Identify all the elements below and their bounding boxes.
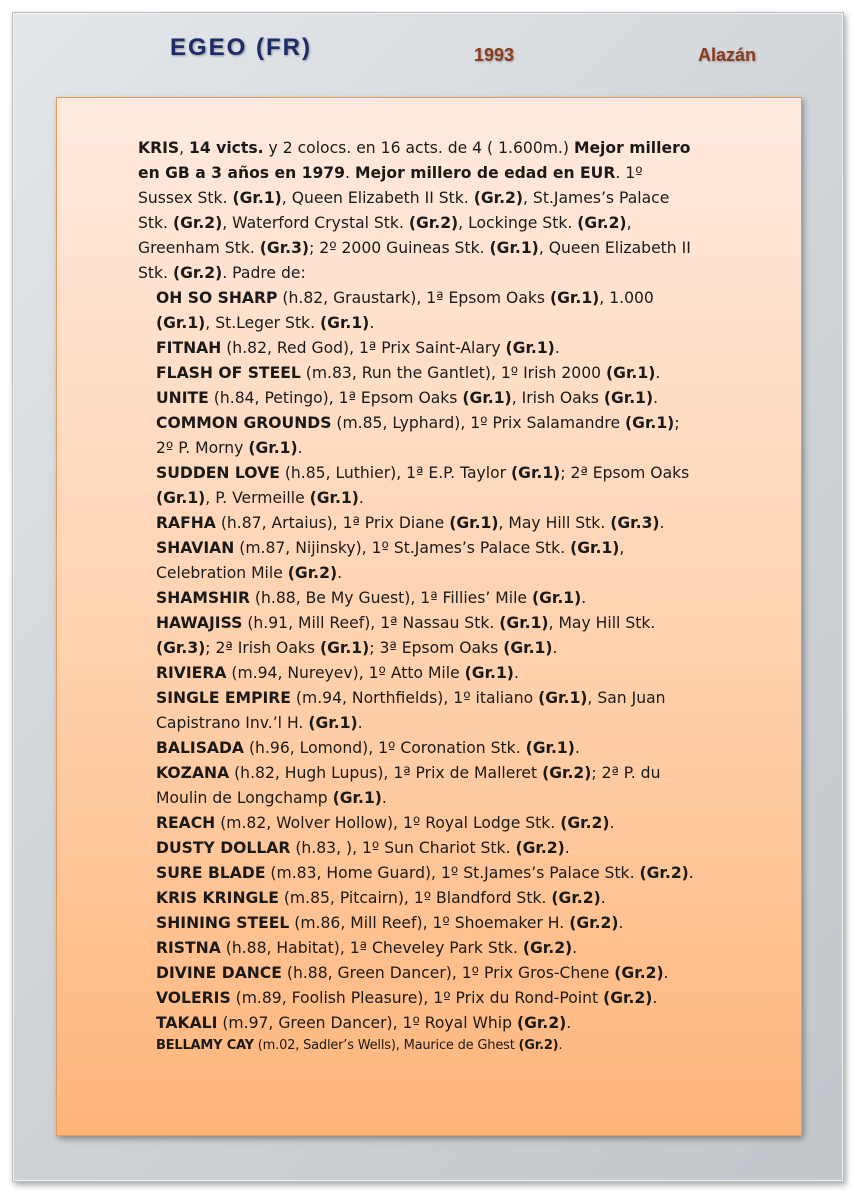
bold-text: (Gr.1) <box>525 739 575 757</box>
progeny-entry <box>156 911 698 936</box>
bold-text: HAWAJISS <box>156 614 243 632</box>
text-segment: , 1.000 <box>599 289 654 307</box>
bold-text: (Gr.1) <box>538 689 588 707</box>
coat-color: Alazán <box>698 45 757 65</box>
text-segment: , Irish Oaks <box>511 389 604 407</box>
bold-text: (Gr.1) <box>462 389 512 407</box>
text-segment: (m.94, Nureyev), 1º Atto Mile <box>226 664 465 682</box>
bold-text: (Gr.2) <box>603 989 653 1007</box>
bold-text: (Gr.1) <box>625 414 675 432</box>
text-segment: . <box>564 839 570 857</box>
text-segment: . <box>337 564 343 582</box>
progeny-entry <box>156 361 698 386</box>
bold-text: (Gr.2) <box>518 1038 559 1053</box>
text-segment: , May Hill Stk. <box>498 514 611 532</box>
bold-text: SINGLE EMPIRE <box>156 689 291 707</box>
text-segment: . <box>558 1038 563 1053</box>
progeny-entry <box>156 986 698 1011</box>
bold-text: BALISADA <box>156 739 245 757</box>
bold-text: SHAVIAN <box>156 539 235 557</box>
text-segment: (m.86, Mill Reef), 1º Shoemaker H. <box>289 914 570 932</box>
bold-text: (Gr.2) <box>515 839 565 857</box>
progeny-entry <box>156 336 698 361</box>
bold-text: (Gr.1) <box>232 189 282 207</box>
text-segment: , Queen Elizabeth II Stk. <box>281 189 474 207</box>
bold-text: (Gr.1) <box>603 389 654 407</box>
progeny-entry <box>156 461 698 511</box>
birth-year: 1993 <box>474 45 515 65</box>
text-segment: , P. Vermeille <box>205 489 310 507</box>
bold-text: (Gr.1) <box>531 589 582 607</box>
bold-text: COMMON GROUNDS <box>156 414 332 432</box>
text-segment: (h.91, Mill Reef), 1ª Nassau Stk. <box>242 614 500 632</box>
bold-text: (Gr.1) <box>606 364 656 382</box>
bold-text: (Gr.2) <box>569 914 619 932</box>
text-segment: . <box>688 864 694 882</box>
text-segment: (h.88, Be My Guest), 1ª Fillies’ Mile <box>249 589 532 607</box>
text-segment: , St.James’s Palace Stk. <box>138 189 670 232</box>
bold-text: (Gr.2) <box>614 964 664 982</box>
text-segment: . <box>618 914 624 932</box>
progeny-entry <box>156 511 698 536</box>
text-segment: (h.84, Petingo), 1ª Epsom Oaks <box>208 389 463 407</box>
text-segment: . 1º Sussex Stk. <box>138 164 643 207</box>
bold-text: SHINING STEEL <box>156 914 290 932</box>
text-segment: . <box>652 989 658 1007</box>
text-segment: (m.85, Lyphard), 1º Prix Salamandre <box>331 414 626 432</box>
bold-text: (Gr.2) <box>560 814 610 832</box>
text-segment: . <box>369 314 375 332</box>
text-segment: . <box>609 814 615 832</box>
text-segment: , Greenham Stk. <box>138 214 632 257</box>
bold-text: SUDDEN LOVE <box>156 464 280 482</box>
text-segment: , Waterford Crystal Stk. <box>222 214 409 232</box>
bold-text: (Gr.2) <box>408 214 459 232</box>
text-segment: . <box>513 664 519 682</box>
text-segment: . <box>655 364 661 382</box>
bold-text: (Gr.1) <box>248 439 298 457</box>
progeny-entry <box>156 536 698 586</box>
bold-text: (Gr.2) <box>517 1014 567 1032</box>
progeny-entry <box>156 936 698 961</box>
text-segment: (h.85, Luthier), 1ª E.P. Taylor <box>279 464 512 482</box>
bold-text: UNITE <box>156 389 209 407</box>
progeny-entry <box>156 736 698 761</box>
bold-text: (Gr.1) <box>319 639 370 657</box>
bold-text: (Gr.1) <box>499 614 549 632</box>
bold-text: (Gr.2) <box>287 564 338 582</box>
bold-text: (Gr.3) <box>259 239 310 257</box>
bold-text: KOZANA <box>156 764 230 782</box>
bold-text: BELLAMY CAY <box>156 1038 254 1053</box>
text-segment: (h.82, Red God), 1ª Prix Saint-Alary <box>221 339 506 357</box>
bold-text: (Gr.3) <box>610 514 660 532</box>
bold-text: Mejor millero en GB a 3 años en 1979 <box>138 139 691 182</box>
text-segment: (h.87, Artaius), 1ª Prix Diane <box>215 514 450 532</box>
text-segment: , May Hill Stk. <box>548 614 656 632</box>
sire-paragraph <box>138 136 698 286</box>
text-segment: (h.82, Graustark), 1ª Epsom Oaks <box>277 289 550 307</box>
bold-text: (Gr.2) <box>522 939 573 957</box>
bold-text: (Gr.1) <box>308 714 358 732</box>
text-segment: (m.83, Run the Gantlet), 1º Irish 2000 <box>300 364 607 382</box>
bold-text: OH SO SHARP <box>156 289 278 307</box>
text-segment: . <box>552 639 558 657</box>
bold-text: (Gr.2) <box>551 889 601 907</box>
bold-text: (Gr.1) <box>550 289 600 307</box>
bold-text: (Gr.1) <box>489 239 539 257</box>
bold-text: TAKALI <box>156 1014 218 1032</box>
text-segment: . <box>345 164 355 182</box>
text-segment: (m.94, Northfields), 1º italiano <box>290 689 539 707</box>
text-segment: . <box>572 939 578 957</box>
text-segment: . Padre de: <box>222 264 306 282</box>
progeny-entry <box>156 961 698 986</box>
progeny-entry <box>156 286 698 336</box>
text-segment: (h.96, Lomond), 1º Coronation Stk. <box>244 739 526 757</box>
bold-text: (Gr.1) <box>156 314 206 332</box>
text-segment: , St.Leger Stk. <box>205 314 321 332</box>
text-segment: (m.83, Home Guard), 1º St.James’s Palace Stk. <box>265 864 640 882</box>
progeny-entry <box>156 661 698 686</box>
text-segment: . <box>663 964 669 982</box>
sire-description <box>138 136 698 1056</box>
bold-text: (Gr.1) <box>503 639 553 657</box>
horse-name: EGEO (FR) <box>170 34 312 61</box>
progeny-entry-last <box>156 1036 698 1056</box>
text-segment: y 2 colocs. en 16 acts. de 4 ( 1.600m.) <box>263 139 574 157</box>
bold-text: (Gr.2) <box>577 214 627 232</box>
text-segment: . <box>381 789 387 807</box>
text-segment: (m.97, Green Dancer), 1º Royal Whip <box>217 1014 517 1032</box>
text-segment: (h.83, ), 1º Sun Chariot Stk. <box>290 839 516 857</box>
text-segment: ; 2ª P. du Moulin de Longchamp <box>156 764 661 807</box>
bold-text: FITNAH <box>156 339 222 357</box>
bold-text: (Gr.2) <box>639 864 689 882</box>
bold-text: 14 victs. <box>189 139 264 157</box>
progeny-entry <box>156 411 698 461</box>
text-segment: (m.89, Foolish Pleasure), 1º Prix du Rond-Point <box>230 989 604 1007</box>
bold-text: (Gr.2) <box>473 189 524 207</box>
text-segment: . <box>653 389 659 407</box>
bold-text: (Gr.1) <box>464 664 514 682</box>
text-segment: (h.88, Green Dancer), 1º Prix Gros-Chene <box>281 964 615 982</box>
text-segment: . <box>358 489 364 507</box>
bold-text: FLASH OF STEEL <box>156 364 301 382</box>
bold-text: (Gr.1) <box>320 314 370 332</box>
bold-text: Mejor millero de edad en EUR <box>354 164 616 182</box>
text-segment: , Queen Elizabeth II Stk. <box>138 239 691 282</box>
bold-text: (Gr.2) <box>542 764 592 782</box>
progeny-entry <box>156 836 698 861</box>
text-segment: (m.87, Nijinsky), 1º St.James’s Palace Stk. <box>234 539 571 557</box>
text-segment: . <box>600 889 606 907</box>
text-segment: (h.82, Hugh Lupus), 1ª Prix de Malleret <box>229 764 543 782</box>
bold-text: REACH <box>156 814 216 832</box>
progeny-entry <box>156 686 698 736</box>
progeny-entry <box>156 861 698 886</box>
text-segment: . <box>566 1014 572 1032</box>
text-segment: . <box>581 589 587 607</box>
bold-text: (Gr.1) <box>156 489 206 507</box>
text-segment: ; 2º P. Morny <box>156 414 680 457</box>
progeny-entry <box>156 811 698 836</box>
bold-text: DIVINE DANCE <box>156 964 282 982</box>
text-segment: . <box>659 514 665 532</box>
text-segment: ; 2º 2000 Guineas Stk. <box>309 239 490 257</box>
text-segment: ; 2ª Irish Oaks <box>205 639 320 657</box>
bold-text: VOLERIS <box>156 989 231 1007</box>
bold-text: (Gr.1) <box>570 539 620 557</box>
bold-text: (Gr.2) <box>172 214 223 232</box>
bold-text: RIVIERA <box>156 664 227 682</box>
text-segment: . <box>554 339 560 357</box>
progeny-entry <box>156 611 698 661</box>
progeny-entry <box>156 386 698 411</box>
bold-text: (Gr.2) <box>172 264 223 282</box>
text-segment: , Celebration Mile <box>156 539 625 582</box>
bold-text: (Gr.1) <box>511 464 561 482</box>
text-segment: (m.85, Pitcairn), 1º Blandford Stk. <box>278 889 552 907</box>
bold-text: KRIS <box>138 139 180 157</box>
bold-text: RISTNA <box>156 939 221 957</box>
text-segment: . <box>297 439 303 457</box>
bold-text: (Gr.3) <box>156 639 206 657</box>
bold-text: KRIS KRINGLE <box>156 889 279 907</box>
bold-text: DUSTY DOLLAR <box>156 839 291 857</box>
text-segment: , <box>179 139 190 157</box>
bold-text: (Gr.1) <box>309 489 359 507</box>
bold-text: (Gr.1) <box>505 339 555 357</box>
bold-text: (Gr.1) <box>332 789 382 807</box>
bold-text: RAFHA <box>156 514 216 532</box>
progeny-entry <box>156 1011 698 1036</box>
progeny-entry <box>156 886 698 911</box>
text-segment: . <box>574 739 580 757</box>
text-segment: (m.02, Sadler’s Wells), Maurice de Ghest <box>253 1038 519 1053</box>
text-segment: ; 2ª Epsom Oaks <box>560 464 690 482</box>
bold-text: (Gr.1) <box>449 514 499 532</box>
bold-text: SHAMSHIR <box>156 589 250 607</box>
progeny-entry <box>156 761 698 811</box>
text-segment: , San Juan Capistrano Inv.’l H. <box>156 689 666 732</box>
text-segment: ; 3ª Epsom Oaks <box>369 639 504 657</box>
text-segment: , Lockinge Stk. <box>458 214 578 232</box>
progeny-entry <box>156 586 698 611</box>
text-segment: (h.88, Habitat), 1ª Cheveley Park Stk. <box>220 939 523 957</box>
progeny-list <box>138 286 698 1056</box>
text-segment: (m.82, Wolver Hollow), 1º Royal Lodge Stk. <box>215 814 561 832</box>
text-segment: . <box>357 714 363 732</box>
bold-text: SURE BLADE <box>156 864 266 882</box>
